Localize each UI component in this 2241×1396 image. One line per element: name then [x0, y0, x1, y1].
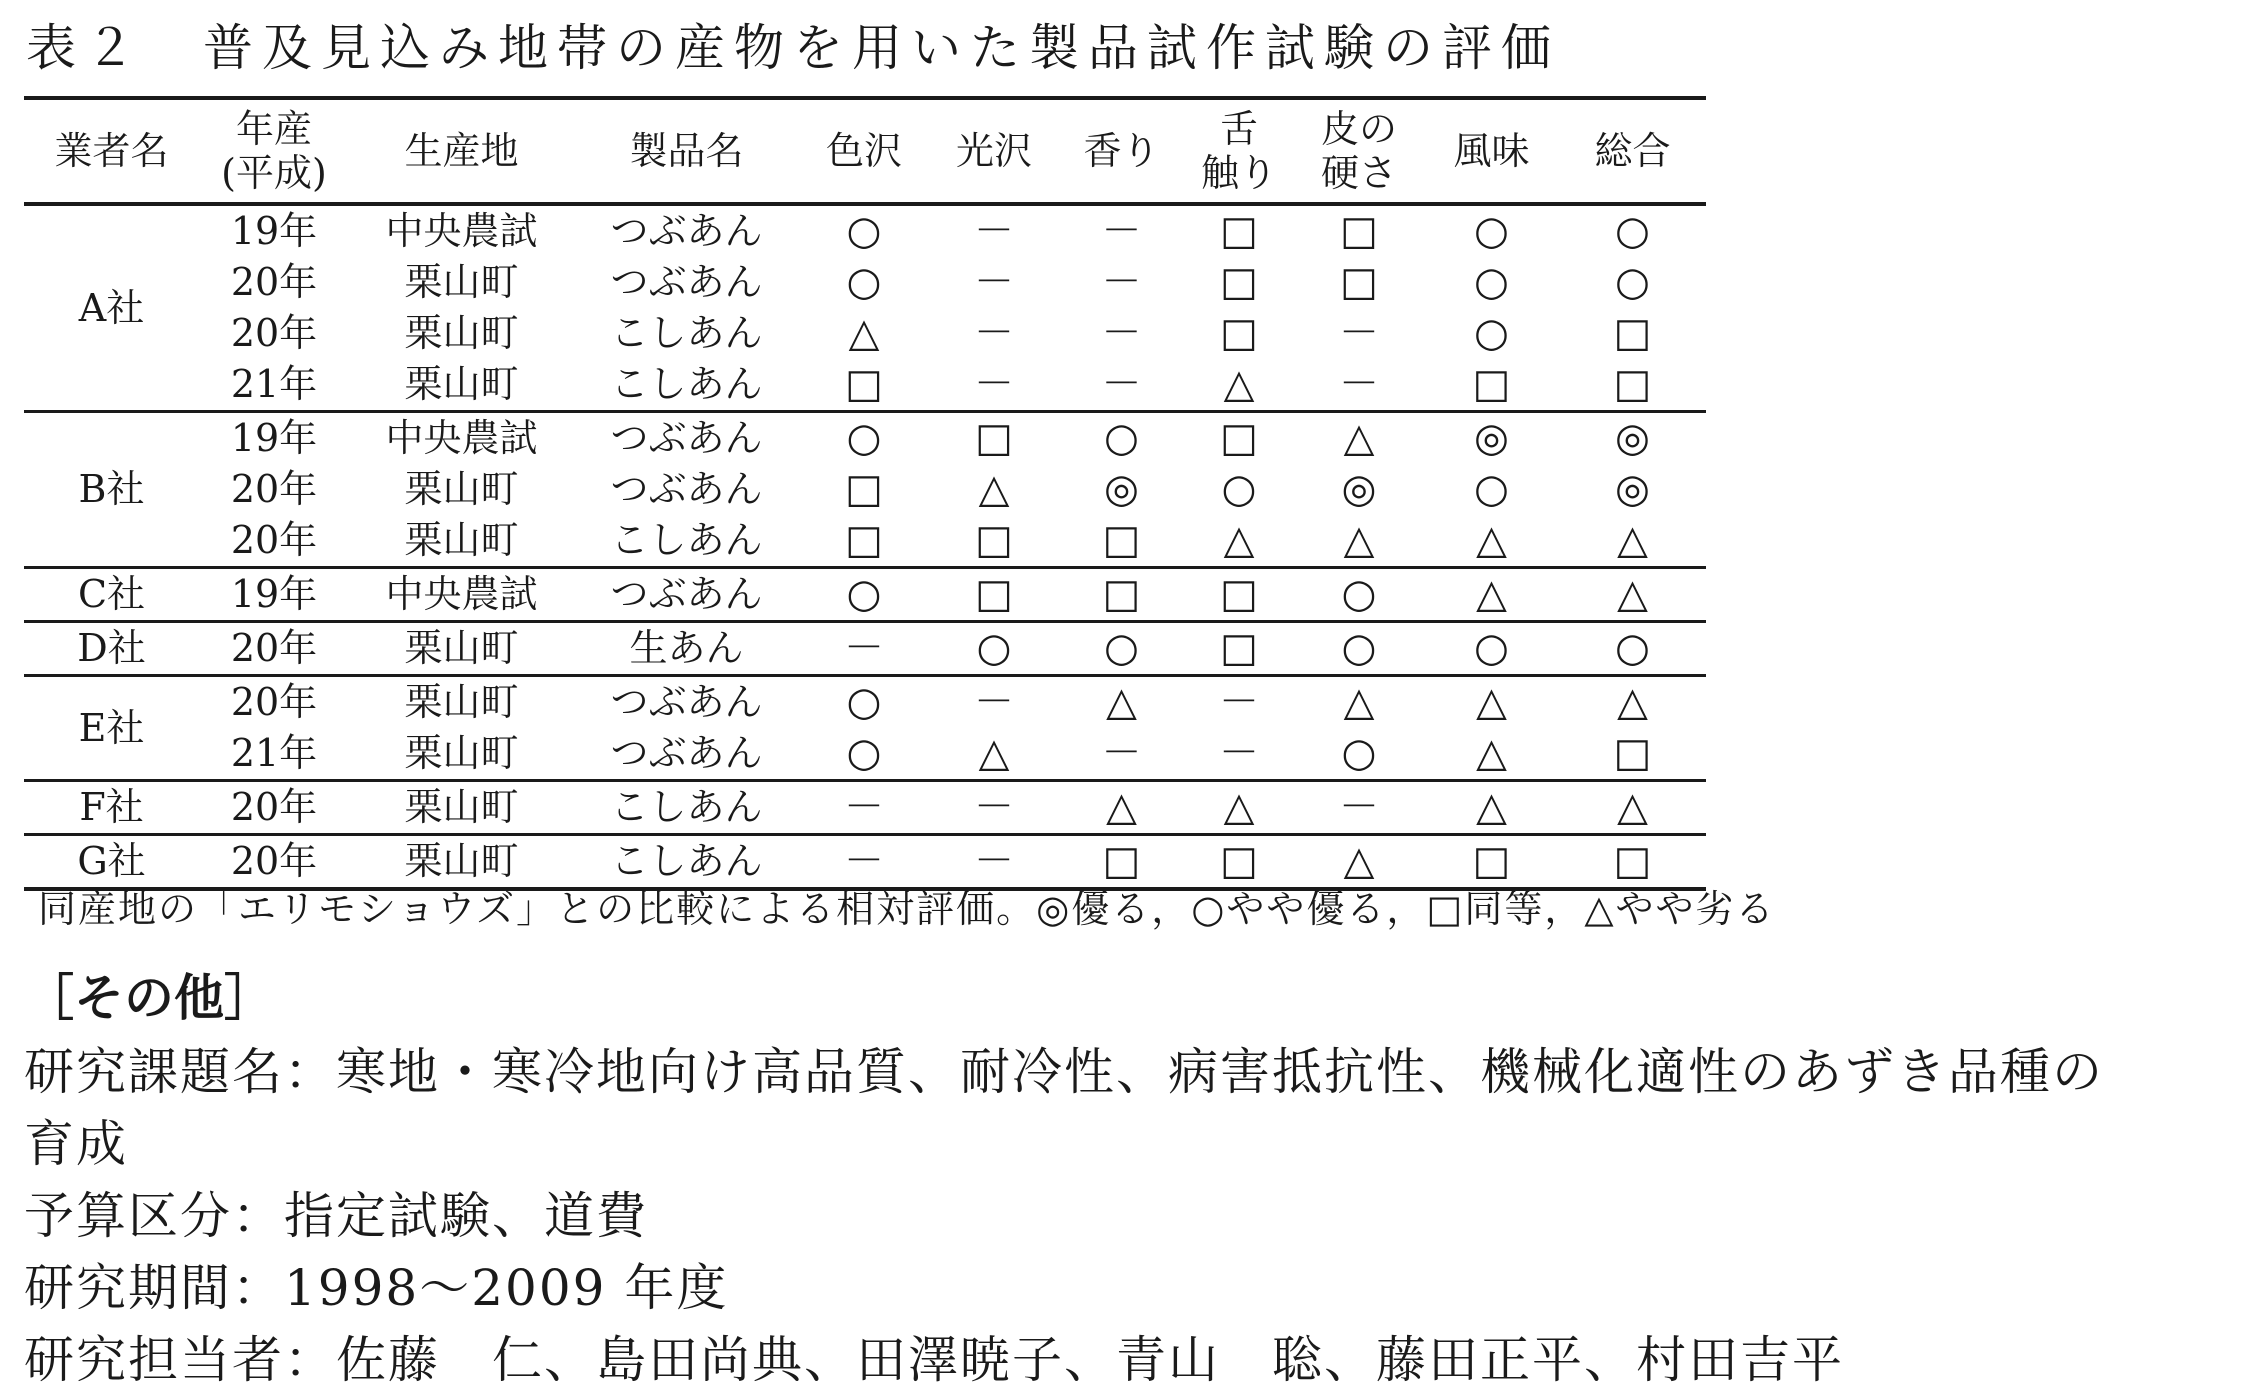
score-aroma-cell: ○ [1059, 622, 1184, 676]
header-gloss: 光沢 [929, 98, 1059, 204]
budget-line: 予算区分：指定試験、道費 [24, 1187, 648, 1245]
year-cell: 19年 [199, 568, 349, 622]
score-color-cell: □ [845, 466, 883, 512]
header-origin: 生産地 [349, 98, 574, 204]
score-gloss-cell: － [974, 310, 1014, 356]
score-tongue-cell: □ [1220, 415, 1258, 461]
score-flavor-cell: ○ [1474, 310, 1509, 356]
score-aroma-cell: － [1101, 259, 1142, 305]
table-row [24, 464, 1706, 515]
year-cell: 20年 [199, 835, 349, 890]
score-skin-cell: △ [1294, 835, 1424, 890]
score-color-cell: ○ [846, 415, 882, 461]
score-color-cell: △ [848, 310, 880, 356]
origin-cell: 栗山町 [404, 260, 519, 304]
year-cell: 21年 [199, 359, 349, 412]
table-row [24, 515, 1706, 568]
origin-cell: 栗山町 [349, 359, 574, 412]
score-gloss-cell: － [974, 259, 1014, 305]
score-aroma-cell: － [1101, 310, 1142, 356]
score-tongue-cell: □ [1220, 208, 1258, 254]
origin-cell: 栗山町 [404, 311, 519, 355]
score-flavor-cell: △ [1424, 728, 1559, 781]
score-gloss-cell: ○ [929, 622, 1059, 676]
score-tongue-cell: □ [1220, 259, 1258, 305]
score-overall-cell: ○ [1615, 259, 1650, 305]
product-cell: こしあん [574, 835, 799, 890]
company-cell: A社 [24, 204, 199, 412]
score-overall-cell: △ [1559, 781, 1706, 835]
table-row [24, 728, 1706, 781]
score-skin-cell: △ [1343, 415, 1375, 461]
score-gloss-cell: － [929, 359, 1059, 412]
table-row [24, 204, 1706, 257]
researchers-line: 研究担当者：佐藤 仁、島田尚典、田澤暁子、青山 聡、藤田正平、村田吉平 [24, 1331, 1844, 1389]
product-cell: 生あん [574, 622, 799, 676]
score-skin-cell: ○ [1294, 568, 1424, 622]
score-overall-cell: ◎ [1615, 466, 1650, 512]
score-overall-cell: ○ [1559, 622, 1706, 676]
score-aroma-cell: － [1059, 728, 1184, 781]
score-skin-cell: ○ [1294, 728, 1424, 781]
evaluation-table [24, 96, 1706, 891]
table-header-row [24, 98, 1706, 204]
score-flavor-cell: △ [1424, 781, 1559, 835]
score-color-cell: － [799, 835, 929, 890]
score-gloss-cell: □ [929, 515, 1059, 568]
table-body [24, 204, 1706, 889]
score-gloss-cell: △ [978, 466, 1010, 512]
product-cell: つぶあん [610, 467, 763, 511]
year-cell: 21年 [199, 728, 349, 781]
score-overall-cell: △ [1559, 568, 1706, 622]
score-overall-cell: △ [1617, 679, 1648, 725]
score-gloss-cell: □ [929, 568, 1059, 622]
score-color-cell: ○ [846, 259, 882, 305]
score-overall-cell: ○ [1615, 208, 1650, 254]
score-skin-cell: ◎ [1341, 466, 1377, 512]
origin-cell: 栗山町 [404, 680, 519, 724]
score-gloss-cell: － [929, 835, 1059, 890]
score-flavor-cell: □ [1424, 359, 1559, 412]
score-aroma-cell: － [1101, 208, 1142, 254]
origin-cell: 栗山町 [349, 622, 574, 676]
score-tongue-cell: □ [1220, 310, 1258, 356]
score-gloss-cell: △ [929, 728, 1059, 781]
table-row [24, 622, 1706, 676]
table-row [24, 676, 1706, 729]
origin-cell: 栗山町 [349, 835, 574, 890]
score-aroma-cell: △ [1059, 781, 1184, 835]
header-tongue: 舌 触り [1184, 98, 1294, 204]
product-cell: こしあん [574, 359, 799, 412]
table-row [24, 308, 1706, 359]
score-skin-cell: □ [1340, 259, 1378, 305]
score-color-cell: ○ [846, 679, 882, 725]
header-skin: 皮の 硬さ [1294, 98, 1424, 204]
score-aroma-cell: □ [1059, 515, 1184, 568]
score-flavor-cell: △ [1476, 679, 1507, 725]
table-row [24, 257, 1706, 308]
origin-cell: 中央農試 [385, 416, 538, 460]
score-color-cell: □ [799, 515, 929, 568]
year-cell: 20年 [230, 311, 318, 355]
year-cell: 20年 [230, 260, 318, 304]
score-color-cell: ○ [846, 208, 882, 254]
score-flavor-cell: △ [1424, 568, 1559, 622]
product-cell: こしあん [610, 311, 763, 355]
score-gloss-cell: － [929, 781, 1059, 835]
score-flavor-cell: ○ [1474, 466, 1509, 512]
product-cell: こしあん [574, 515, 799, 568]
score-gloss-cell: □ [975, 415, 1013, 461]
score-overall-cell: △ [1559, 515, 1706, 568]
score-flavor-cell: ○ [1474, 208, 1509, 254]
score-tongue-cell: □ [1184, 622, 1294, 676]
year-cell: 20年 [199, 781, 349, 835]
score-overall-cell: □ [1559, 359, 1706, 412]
period-line: 研究期間：1998～2009 年度 [24, 1259, 729, 1317]
score-aroma-cell: □ [1059, 835, 1184, 890]
score-flavor-cell: ◎ [1474, 415, 1509, 461]
score-skin-cell: － [1339, 310, 1379, 356]
company-cell: F社 [24, 781, 199, 835]
score-flavor-cell: ○ [1474, 259, 1509, 305]
score-flavor-cell: □ [1424, 835, 1559, 890]
product-cell: こしあん [574, 781, 799, 835]
score-aroma-cell: □ [1059, 568, 1184, 622]
table-note: 同産地の「エリモショウズ」との比較による相対評価。◎優る，○やや優る，□同等，△やや劣る [38, 887, 1776, 931]
score-color-cell: □ [799, 359, 929, 412]
header-color: 色沢 [799, 98, 929, 204]
score-flavor-cell: ○ [1424, 622, 1559, 676]
score-gloss-cell: － [974, 208, 1014, 254]
score-overall-cell: □ [1559, 728, 1706, 781]
origin-cell: 栗山町 [349, 781, 574, 835]
year-cell: 20年 [230, 680, 318, 724]
company-cell: C社 [24, 568, 199, 622]
company-cell: D社 [24, 622, 199, 676]
score-overall-cell: ◎ [1615, 415, 1650, 461]
score-tongue-cell: △ [1184, 359, 1294, 412]
header-company: 業者名 [24, 98, 199, 204]
table-row [24, 568, 1706, 622]
score-aroma-cell: ○ [1104, 415, 1139, 461]
year-cell: 19年 [230, 209, 318, 253]
product-cell: つぶあん [610, 209, 763, 253]
score-tongue-cell: △ [1184, 781, 1294, 835]
research-topic-line: 研究課題名：寒地・寒冷地向け高品質、耐冷性、病害抵抗性、機械化適性のあずき品種の [24, 1043, 2104, 1101]
company-cell: B社 [24, 412, 199, 568]
score-skin-cell: ○ [1294, 622, 1424, 676]
origin-cell: 栗山町 [349, 728, 574, 781]
year-cell: 20年 [199, 515, 349, 568]
table-row [24, 359, 1706, 412]
score-aroma-cell: △ [1106, 679, 1137, 725]
score-tongue-cell: □ [1184, 835, 1294, 890]
score-aroma-cell: ◎ [1104, 466, 1139, 512]
score-skin-cell: △ [1294, 515, 1424, 568]
year-cell: 19年 [230, 416, 318, 460]
product-cell: つぶあん [574, 568, 799, 622]
score-gloss-cell: － [974, 679, 1014, 725]
score-color-cell: ○ [799, 568, 929, 622]
company-cell: E社 [24, 676, 199, 781]
score-tongue-cell: － [1184, 728, 1294, 781]
header-flavor: 風味 [1424, 98, 1559, 204]
section-title-other: ［その他］ [24, 969, 274, 1027]
year-cell: 20年 [199, 622, 349, 676]
score-tongue-cell: □ [1184, 568, 1294, 622]
score-flavor-cell: △ [1424, 515, 1559, 568]
company-cell: G社 [24, 835, 199, 890]
year-cell: 20年 [230, 467, 318, 511]
score-color-cell: － [799, 622, 929, 676]
score-skin-cell: △ [1343, 679, 1375, 725]
table-caption: 表２ 普及見込み地帯の産物を用いた製品試作試験の評価 [26, 19, 1560, 77]
research-topic-line-cont: 育成 [24, 1115, 128, 1173]
score-overall-cell: □ [1613, 310, 1652, 356]
score-aroma-cell: － [1059, 359, 1184, 412]
table-row [24, 412, 1706, 465]
origin-cell: 中央農試 [349, 568, 574, 622]
score-skin-cell: － [1294, 359, 1424, 412]
origin-cell: 栗山町 [404, 467, 519, 511]
score-color-cell: ○ [799, 728, 929, 781]
product-cell: つぶあん [574, 728, 799, 781]
product-cell: つぶあん [610, 680, 763, 724]
origin-cell: 中央農試 [385, 209, 538, 253]
score-skin-cell: － [1294, 781, 1424, 835]
origin-cell: 栗山町 [349, 515, 574, 568]
product-cell: つぶあん [610, 260, 763, 304]
score-tongue-cell: ○ [1221, 466, 1257, 512]
score-tongue-cell: △ [1184, 515, 1294, 568]
score-skin-cell: □ [1340, 208, 1378, 254]
score-overall-cell: □ [1559, 835, 1706, 890]
header-aroma: 香り [1059, 98, 1184, 204]
header-product: 製品名 [574, 98, 799, 204]
header-year: 年産 (平成) [199, 98, 349, 204]
table-row [24, 781, 1706, 835]
score-color-cell: － [799, 781, 929, 835]
product-cell: つぶあん [610, 416, 763, 460]
score-tongue-cell: － [1219, 679, 1259, 725]
header-overall: 総合 [1559, 98, 1706, 204]
